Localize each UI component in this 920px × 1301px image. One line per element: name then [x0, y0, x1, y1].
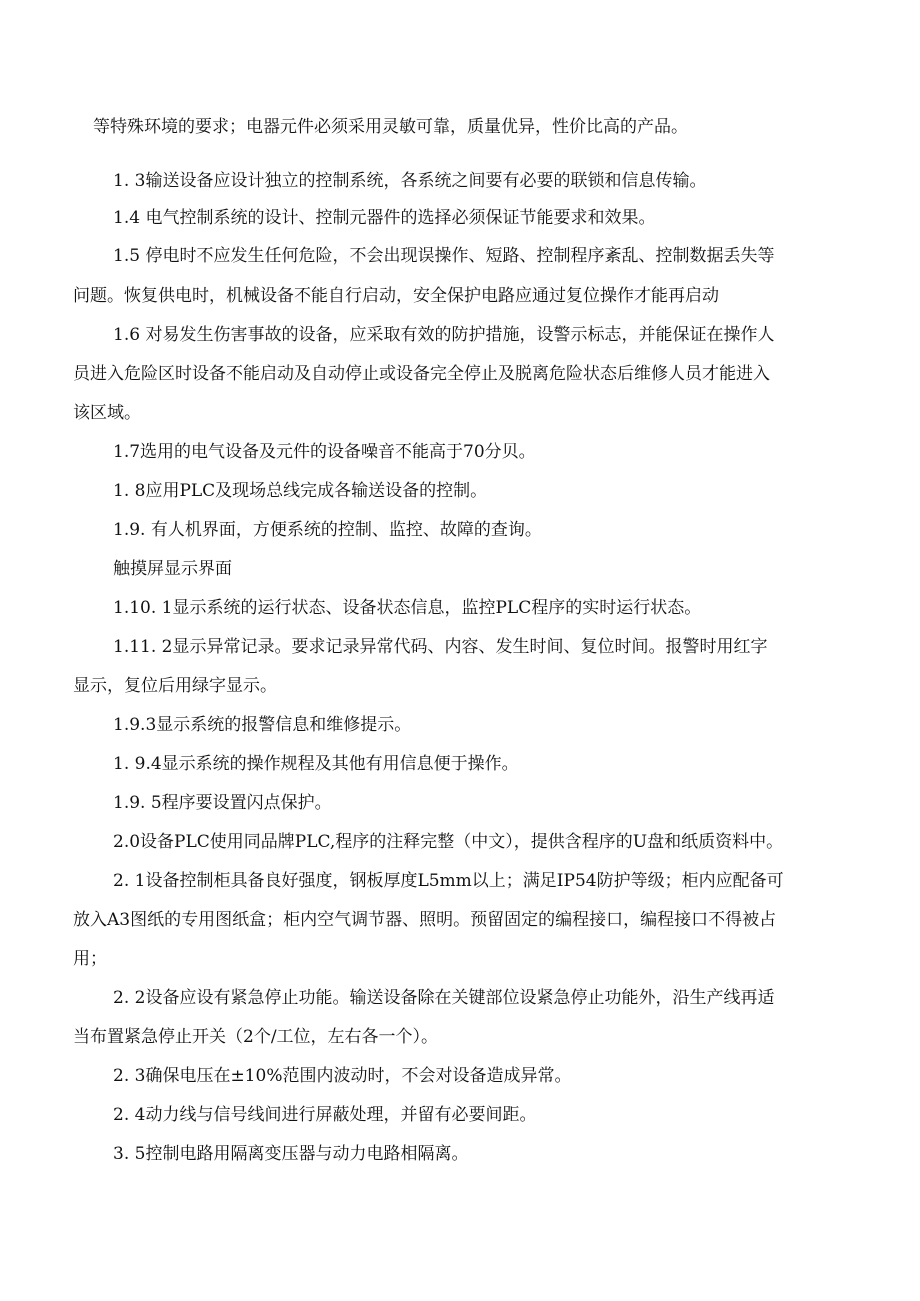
- text-line: 问题。恢复供电时，机械设备不能自行启动，安全保护电路应通过复位操作才能再启动: [73, 286, 719, 306]
- text-line: 用；: [73, 949, 107, 969]
- text-line: 1.9. 有人机界面，方便系统的控制、监控、故障的查询。: [113, 520, 542, 540]
- text-line: 2. 1设备控制柜具备良好强度，钢板厚度L5mm以上；满足IP54防护等级；柜内应配备可: [113, 871, 784, 891]
- text-line: 显示，复位后用绿字显示。: [73, 676, 277, 696]
- text-line: 1. 8应用PLC及现场总线完成各输送设备的控制。: [113, 481, 488, 501]
- text-line: 3. 5控制电路用隔离变压器与动力电路相隔离。: [113, 1144, 469, 1164]
- text-line: 1.6 对易发生伤害事故的设备，应采取有效的防护措施，设警示标志，并能保证在操作人: [113, 325, 775, 345]
- text-line: 1.5 停电时不应发生任何危险，不会出现误操作、短路、控制程序紊乱、控制数据丢失等: [113, 246, 775, 266]
- text-line: 2. 3确保电压在±10%范围内波动时，不会对设备造成异常。: [113, 1066, 572, 1086]
- text-line: 1.11. 2显示异常记录。要求记录异常代码、内容、发生时间、复位时间。报警时用红字: [113, 637, 768, 657]
- text-line: 1.10. 1显示系统的运行状态、设备状态信息，监控PLC程序的实时运行状态。: [113, 598, 702, 618]
- text-line: 放入A3图纸的专用图纸盒；柜内空气调节器、照明。预留固定的编程接口，编程接口不得被占: [73, 910, 777, 930]
- text-line: 1.7选用的电气设备及元件的设备噪音不能高于70分贝。: [113, 442, 536, 462]
- text-line: 该区域。: [73, 403, 141, 423]
- text-line: 员进入危险区时设备不能启动及自动停止或设备完全停止及脱离危险状态后维修人员才能进入: [73, 364, 770, 384]
- text-line: 等特殊环境的要求；电器元件必须采用灵敏可靠，质量优异，性价比高的产品。: [93, 117, 688, 137]
- text-line: 1.4 电气控制系统的设计、控制元器件的选择必须保证节能要求和效果。: [113, 208, 656, 228]
- text-line: 当布置紧急停止开关（2个/工位，左右各一个）。: [73, 1027, 439, 1047]
- section-heading: 触摸屏显示界面: [113, 559, 232, 579]
- text-line: 1.9.3显示系统的报警信息和维修提示。: [113, 715, 412, 735]
- text-line: 2.0设备PLC使用同品牌PLC,程序的注释完整（中文），提供含程序的U盘和纸质资料中。: [113, 832, 784, 852]
- text-line: 1.9. 5程序要设置闪点保护。: [113, 793, 332, 813]
- text-line: 1. 3输送设备应设计独立的控制系统，各系统之间要有必要的联锁和信息传输。: [113, 171, 707, 191]
- text-line: 1. 9.4显示系统的操作规程及其他有用信息便于操作。: [113, 754, 519, 774]
- text-line: 2. 2设备应设有紧急停止功能。输送设备除在关键部位设紧急停止功能外，沿生产线再适: [113, 988, 775, 1008]
- text-line: 2. 4动力线与信号线间进行屏蔽处理，并留有必要间距。: [113, 1105, 537, 1125]
